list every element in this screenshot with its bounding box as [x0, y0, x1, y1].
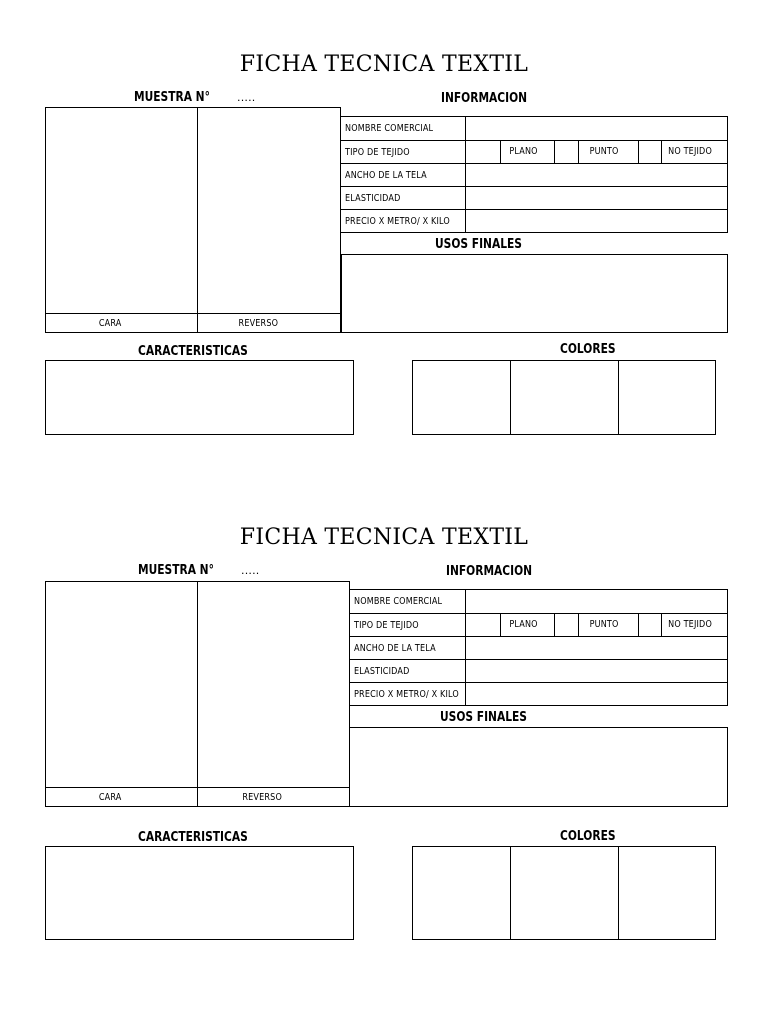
option-punto: PUNTO	[589, 619, 619, 630]
row-ancho-de-la-tela: ANCHO DE LA TELA	[354, 643, 436, 654]
info-table	[349, 589, 728, 706]
cara-label: CARA	[98, 791, 122, 803]
sample-box	[45, 581, 350, 807]
colores-label: COLORES	[560, 342, 616, 357]
usos-finales-label: USOS FINALES	[440, 710, 527, 725]
row-precio: PRECIO X METRO/ X KILO	[354, 689, 459, 700]
informacion-label: INFORMACION	[446, 564, 533, 579]
option-punto: PUNTO	[589, 146, 619, 157]
tejido-options	[465, 140, 728, 163]
usos-finales-label: USOS FINALES	[435, 237, 522, 252]
cara-label: CARA	[98, 317, 122, 329]
colores-box	[412, 360, 716, 435]
informacion-label: INFORMACION	[441, 91, 528, 106]
option-plano: PLANO	[509, 146, 538, 157]
reverso-label: REVERSO	[242, 791, 282, 803]
row-nombre-comercial: NOMBRE COMERCIAL	[354, 596, 443, 607]
option-no-tejido: NO TEJIDO	[668, 146, 712, 157]
colores-box	[412, 846, 716, 940]
option-no-tejido: NO TEJIDO	[668, 619, 712, 630]
usos-finales-box	[341, 254, 728, 333]
row-ancho-de-la-tela: ANCHO DE LA TELA	[345, 170, 427, 181]
row-nombre-comercial: NOMBRE COMERCIAL	[345, 123, 434, 134]
muestra-number: .....	[237, 91, 256, 104]
sample-box	[45, 107, 341, 333]
colores-label: COLORES	[560, 829, 616, 844]
row-elasticidad: ELASTICIDAD	[345, 193, 401, 204]
row-precio: PRECIO X METRO/ X KILO	[345, 216, 450, 227]
reverso-label: REVERSO	[238, 317, 279, 329]
option-plano: PLANO	[509, 619, 538, 630]
caracteristicas-box	[45, 846, 354, 940]
muestra-label: MUESTRA N°	[134, 90, 210, 105]
usos-finales-box	[349, 727, 728, 807]
muestra-number: .....	[241, 564, 260, 577]
row-tipo-de-tejido: TIPO DE TEJIDO	[345, 147, 410, 158]
sheet-title: FICHA TECNICA TEXTIL	[239, 52, 529, 77]
caracteristicas-label: CARACTERISTICAS	[138, 830, 248, 845]
tejido-options	[465, 613, 728, 636]
caracteristicas-box	[45, 360, 354, 435]
info-table	[340, 116, 728, 233]
row-tipo-de-tejido: TIPO DE TEJIDO	[354, 620, 419, 631]
row-elasticidad: ELASTICIDAD	[354, 666, 410, 677]
sheet-title: FICHA TECNICA TEXTIL	[239, 525, 529, 550]
muestra-label: MUESTRA N°	[138, 563, 214, 578]
caracteristicas-label: CARACTERISTICAS	[138, 344, 248, 359]
